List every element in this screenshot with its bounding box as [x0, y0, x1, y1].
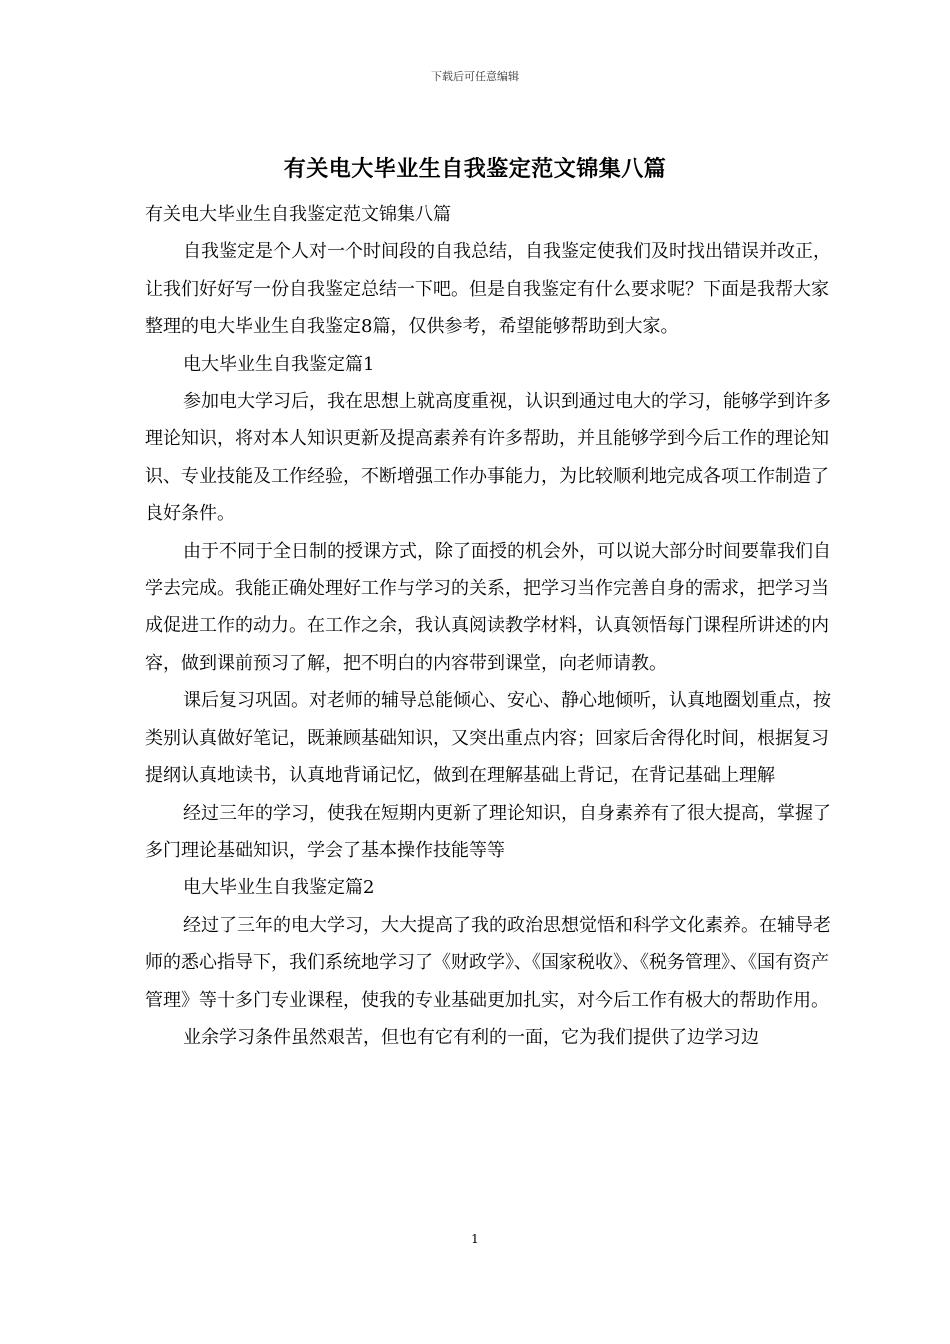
section-heading-2: 电大毕业生自我鉴定篇2 — [183, 877, 375, 899]
body-paragraph: 经过三年的学习，使我在短期内更新了理论知识，自身素养有了很大提高，掌握了多门理论基础知识，学会了基本操作技能等等 — [145, 802, 831, 861]
document-body — [145, 196, 835, 1056]
body-paragraph: 经过了三年的电大学习，大大提高了我的政治思想觉悟和科学文化素养。在辅导老师的悉心指导下，我们系统地学习了《财政学》、《国家税收》、《税务管理》、《国有资产管理》等十多门专业课程，使我的专业基础更加扎实，对今后工作有极大的帮助作用。 — [145, 914, 831, 1011]
document-title: 有关电大毕业生自我鉴定范文锦集八篇 — [283, 156, 667, 182]
body-paragraph: 参加电大学习后，我在思想上就高度重视，认识到通过电大的学习，能够学到许多理论知识，将对本人知识更新及提高素养有许多帮助，并且能够学到今后工作的理论知识、专业技能及工作经验，不断增强工作办事能力，为比较顺利地完成各项工作制造了良好条件。 — [145, 391, 831, 525]
page-number: 1 — [471, 1232, 479, 1246]
body-paragraph: 课后复习巩固。对老师的辅导总能倾心、安心、静心地倾听，认真地圈划重点，按类别认真做好笔记，既兼顾基础知识，又突出重点内容；回家后舍得化时间，根据复习提纲认真地读书，认真地背诵记忆，做到在理解基础上背记，在背记基础上理解 — [145, 690, 831, 787]
page-header-note: 下载后可任意编辑 — [431, 70, 519, 83]
intro-paragraph: 自我鉴定是个人对一个时间段的自我总结，自我鉴定使我们及时找出错误并改正，让我们好好写一份自我鉴定总结一下吧。但是自我鉴定有什么要求呢？下面是我帮大家整理的电大毕业生自我鉴定8篇，仅供参考，希望能够帮助到大家。 — [145, 241, 831, 338]
subtitle-paragraph: 有关电大毕业生自我鉴定范文锦集八篇 — [145, 204, 451, 225]
body-paragraph: 由于不同于全日制的授课方式，除了面授的机会外，可以说大部分时间要靠我们自学去完成。我能正确处理好工作与学习的关系，把学习当作完善自身的需求，把学习当成促进工作的动力。在工作之余，我认真阅读教学材料，认真领悟每门课程所讲述的内容，做到课前预习了解，把不明白的内容带到课堂，向老师请教。 — [145, 540, 831, 674]
body-paragraph: 业余学习条件虽然艰苦，但也有它有利的一面，它为我们提供了边学习边 — [183, 1026, 759, 1048]
section-heading-1: 电大毕业生自我鉴定篇1 — [183, 353, 375, 375]
